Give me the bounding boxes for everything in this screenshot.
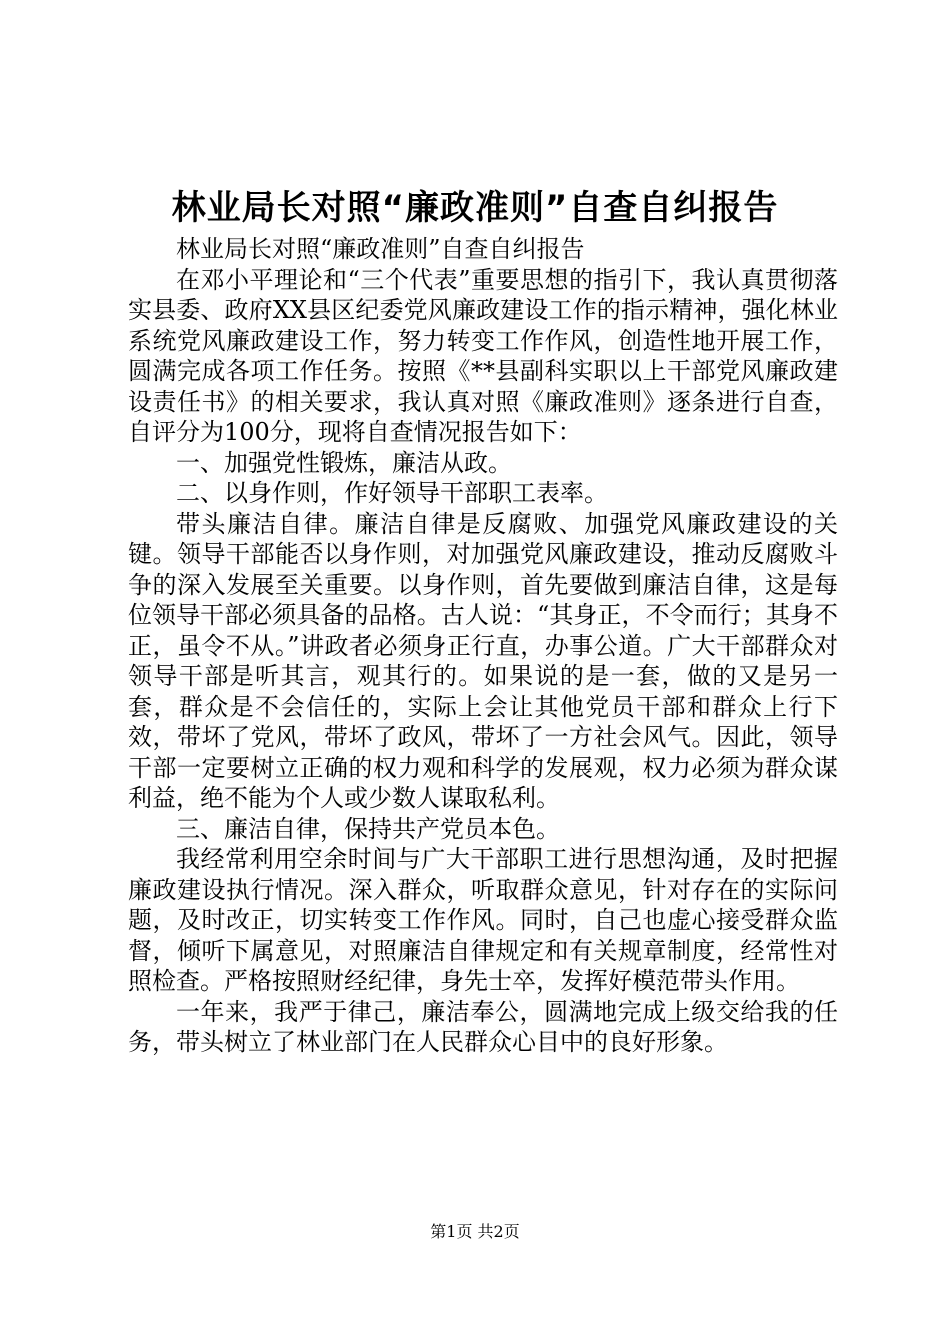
paragraph-subtitle: 林业局长对照“廉政准则”自查自纠报告 (176, 235, 585, 263)
paragraph-self-discipline: 带头廉洁自律。廉洁自律是反腐败、加强党风廉政建设的关键。领导干部能否以身作则，对加强党风廉政建设，推动反腐败斗争的深入发展至关重要。以身作则，首先要做到廉洁自律，这是每位领导干部必须具备的品格。古人说：“其身正，不令而行；其身不正，虽令不从。”讲政者必须身正行直，办事公道。广大干部群众对领导干部是听其言，观其行的。如果说的是一套，做的又是另一套，群众是不会信任的，实际上会让其他党员干部和群众上行下效，带坏了党风，带坏了政风，带坏了一方社会风气。因此，领导干部一定要树立正确的权力观和科学的发展观，权力必须为群众谋利益，绝不能为个人或少数人谋取私利。 (128, 509, 838, 812)
paragraph-intro: 在邓小平理论和“三个代表”重要思想的指引下，我认真贯彻落实县委、政府XX县区纪委党风廉政建设工作的指示精神，强化林业系统党风廉政建设工作，努力转变工作作风，创造性地开展工作，圆满完成各项工作任务。按照《**县副科实职以上干部党风廉政建设责任书》的相关要求，我认真对照《廉政准则》逐条进行自查，自评分为100分，现将自查情况报告如下： (128, 265, 838, 446)
section-heading-3: 三、廉洁自律，保持共产党员本色。 (176, 814, 560, 843)
section-heading-2: 二、以身作则，作好领导干部职工表率。 (176, 479, 608, 507)
paragraph-summary: 一年来，我严于律己，廉洁奉公，圆满地完成上级交给我的任务，带头树立了林业部门在人民群众心目中的良好形象。 (128, 997, 838, 1056)
page-number-footer: 第1页 共2页 (430, 1222, 520, 1241)
document-title: 林业局长对照“廉政准则”自查自纠报告 (171, 188, 779, 228)
section-heading-1: 一、加强党性锻炼，廉洁从政。 (176, 448, 512, 477)
paragraph-communication: 我经常利用空余时间与广大干部职工进行思想沟通，及时把握廉政建设执行情况。深入群众，听取群众意见，针对存在的实际问题，及时改正，切实转变工作作风。同时，自己也虚心接受群众监督，倾听下属意见，对照廉洁自律规定和有关规章制度，经常性对照检查。严格按照财经纪律，身先士卒，发挥好模范带头作用。 (128, 845, 838, 995)
document-body (128, 234, 838, 1058)
